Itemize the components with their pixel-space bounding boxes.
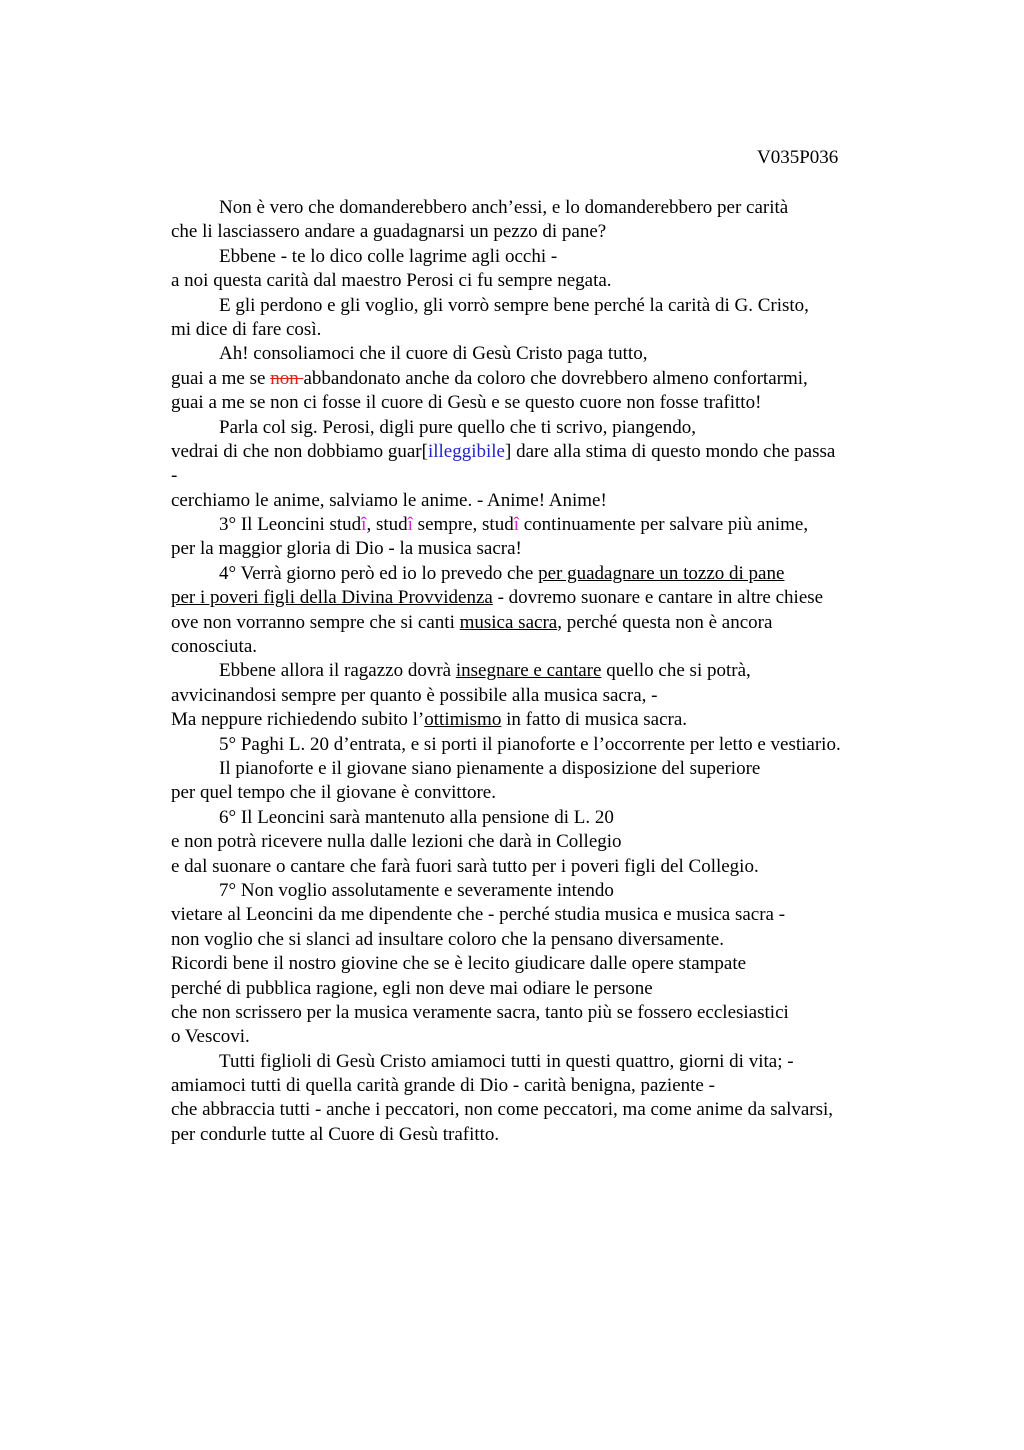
text-segment: Ricordi bene il nostro giovine che se è lecito giudicare dalle opere stampate [171,953,747,975]
underlined-phrase: ottimismo [424,709,502,731]
text-line [171,1050,911,1074]
page-identifier: V035P036 [757,147,839,168]
text-segment: ove non vorranno sempre che si canti [171,611,460,633]
text-segment: o Vescovi. [171,1026,250,1048]
letter-body [171,196,911,1147]
text-segment: ] dare alla stima di questo mondo che passa [505,440,836,462]
text-line [171,855,911,879]
text-segment: , perché questa non è ancora [557,611,773,633]
text-line [171,635,911,659]
text-line [171,757,911,781]
text-segment: Ebbene - te lo dico colle lagrime agli occhi - [219,245,558,267]
text-line [171,367,911,391]
text-line [171,513,911,537]
text-line [171,806,911,830]
text-line [171,416,911,440]
text-segment: - [171,465,178,487]
text-segment: 4° Verrà giorno però ed io lo prevedo che [219,562,539,584]
text-line [171,220,911,244]
text-segment: 5° Paghi L. 20 d’entrata, e si porti il pianoforte e l’occorrente per letto e vestiario. [219,733,841,755]
text-segment: non voglio che si slanci ad insultare coloro che la pensano diversamente. [171,928,724,950]
text-line [171,464,911,488]
text-segment: guai a me se [171,367,271,389]
text-segment: quello che si potrà, [601,660,751,682]
text-line [171,196,911,220]
text-segment: continuamente per salvare più anime, [519,514,809,536]
text-line [171,659,911,683]
text-segment: Ma neppure richiedendo subito l’ [171,709,425,731]
text-segment: avvicinandosi sempre per quanto è possibile alla musica sacra, - [171,684,658,706]
text-line [171,1098,911,1122]
text-segment: perché di pubblica ragione, egli non deve mai odiare le persone [171,977,653,999]
text-line [171,903,911,927]
text-line [171,708,911,732]
text-line [171,586,911,610]
text-segment: vietare al Leoncini da me dipendente che - perché studia musica e musica sacra - [171,904,786,926]
text-segment: 7° Non voglio assolutamente e severamente intendo [219,879,614,901]
text-segment: guai a me se non ci fosse il cuore di Gesù e se questo cuore non fosse trafitto! [171,392,762,414]
text-segment: e dal suonare o cantare che farà fuori sarà tutto per i poveri figli del Collegio. [171,855,759,877]
text-line [171,781,911,805]
text-line [171,830,911,854]
text-line [171,537,911,561]
text-segment: mi dice di fare così. [171,318,322,340]
text-line [171,928,911,952]
text-line [171,1025,911,1049]
text-line [171,318,911,342]
text-segment: per la maggior gloria di Dio - la musica sacra! [171,538,522,560]
underlined-phrase: per i poveri figli della Divina Provvidenza [171,587,493,609]
text-line [171,562,911,586]
text-line [171,977,911,1001]
text-line [171,294,911,318]
underlined-phrase: insegnare e cantare [455,660,602,682]
text-line [171,684,911,708]
text-segment: Tutti figlioli di Gesù Cristo amiamoci tutti in questi quattro, giorni di vita; - [219,1050,794,1072]
text-line [171,342,911,366]
text-line [171,440,911,464]
text-segment: per condurle tutte al Cuore di Gesù trafitto. [171,1123,500,1145]
text-segment: cerchiamo le anime, salviamo le anime. - Anime! Anime! [171,489,607,511]
highlighted-letter: î [407,514,413,536]
text-segment: abbandonato anche da coloro che dovrebbero almeno confortarmi, [303,367,808,389]
text-line [171,1001,911,1025]
text-segment: - dovremo suonare e cantare in altre chiese [492,587,824,609]
text-segment: Ah! consoliamoci che il cuore di Gesù Cristo paga tutto, [219,343,648,365]
illegible-marker: illeggibile [427,440,505,462]
text-segment: conosciuta. [171,636,258,658]
text-segment: che non scrissero per la musica veramente sacra, tanto più se fossero ecclesiastici [171,1001,789,1023]
text-segment: a noi questa carità dal maestro Perosi ci fu sempre negata. [171,270,612,292]
text-segment: che li lasciassero andare a guadagnarsi un pezzo di pane? [171,221,607,243]
text-line [171,391,911,415]
text-line [171,733,911,757]
highlighted-letter: î [361,514,367,536]
text-segment: in fatto di musica sacra. [501,709,688,731]
underlined-phrase: musica sacra [459,611,558,633]
text-segment: Parla col sig. Perosi, digli pure quello che ti scrivo, piangendo, [219,416,697,438]
text-line [171,245,911,269]
text-segment: vedrai di che non dobbiamo guar[ [171,440,428,462]
text-segment: Il pianoforte e il giovane siano pienamente a disposizione del superiore [219,757,761,779]
text-segment: 6° Il Leoncini sarà mantenuto alla pensione di L. 20 [219,806,614,828]
text-segment: per quel tempo che il giovane è convittore. [171,782,496,804]
text-segment: Non è vero che domanderebbero anch’essi, e lo domanderebbero per carità [219,197,789,218]
text-segment: che abbraccia tutti - anche i peccatori, non come peccatori, ma come anime da salvarsi, [171,1099,834,1121]
text-line [171,1123,911,1147]
underlined-phrase: per guadagnare un tozzo di pane [538,562,785,584]
text-segment: Ebbene allora il ragazzo dovrà [219,660,456,682]
deleted-word: non [270,367,304,389]
text-line [171,611,911,635]
text-segment: E gli perdono e gli voglio, gli vorrò sempre bene perché la carità di G. Cristo, [219,294,809,316]
highlighted-letter: î [513,514,519,536]
text-segment: amiamoci tutti di quella carità grande di Dio - carità benigna, paziente - [171,1075,715,1097]
text-line [171,879,911,903]
text-segment: sempre, stud [412,514,514,536]
text-segment: e non potrà ricevere nulla dalle lezioni che darà in Collegio [171,831,622,853]
text-segment: , stud [366,514,408,536]
text-line [171,1074,911,1098]
text-segment: 3° Il Leoncini stud [219,514,362,536]
text-line [171,269,911,293]
text-line [171,489,911,513]
text-line [171,952,911,976]
